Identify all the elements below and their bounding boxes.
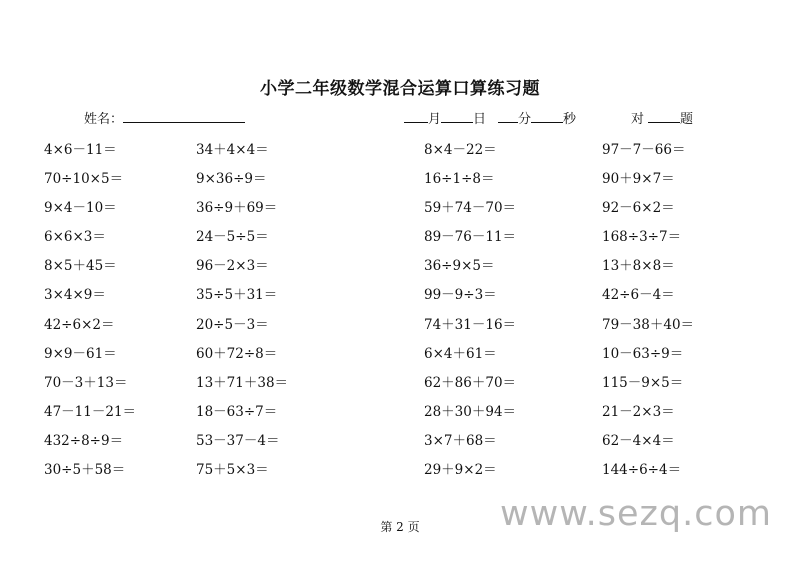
problem: 35÷5＋31＝ (196, 287, 278, 304)
page-suffix: 页 (407, 520, 420, 534)
problem: 4×6－11＝ (44, 142, 117, 158)
problem: 62－4×4＝ (602, 432, 675, 449)
watermark: www.sezq.com (500, 494, 773, 534)
problem-row (0, 283, 800, 312)
page-prefix: 第 (380, 520, 393, 534)
problem: 89－76－11＝ (424, 229, 517, 246)
problem: 28＋30＋94＝ (424, 403, 517, 420)
problem: 13＋8×8＝ (602, 258, 675, 275)
problem: 24－5÷5＝ (196, 229, 269, 246)
minute-label: 分 (518, 112, 532, 127)
second-blank[interactable] (531, 110, 563, 123)
problem: 18－63÷7＝ (196, 403, 278, 420)
problem: 97－7－66＝ (602, 142, 686, 158)
problem: 9×4－10＝ (44, 200, 117, 217)
time-field (404, 108, 576, 127)
problem: 30÷5＋58＝ (44, 462, 126, 479)
name-blank[interactable] (123, 110, 245, 123)
problem: 8×4－22＝ (424, 142, 497, 158)
second-label: 秒 (563, 112, 577, 127)
problem: 3×7＋68＝ (424, 432, 497, 449)
problem: 62＋86＋70＝ (424, 374, 517, 391)
problem: 20÷5－3＝ (196, 316, 269, 333)
problem: 10－63÷9＝ (602, 345, 684, 362)
problem: 21－2×3＝ (602, 403, 675, 420)
problem-row (0, 196, 800, 225)
problem-row (0, 225, 800, 254)
problem: 29＋9×2＝ (424, 462, 497, 479)
problem: 34＋4×4＝ (196, 142, 269, 158)
problem-row (0, 429, 800, 458)
problem: 74＋31－16＝ (424, 316, 517, 333)
problem-row (0, 458, 800, 487)
problem: 36÷9＋69＝ (196, 200, 278, 217)
problem: 99－9÷3＝ (424, 287, 497, 304)
problem: 47－11－21＝ (44, 403, 137, 420)
problem-grid (0, 138, 800, 487)
problem: 70÷10×5＝ (44, 171, 124, 188)
name-label: 姓名： (84, 112, 124, 127)
problem-row (0, 342, 800, 371)
problem: 42÷6×2＝ (44, 316, 115, 333)
problem: 9×36÷9＝ (196, 171, 267, 188)
problem: 36÷9×5＝ (424, 258, 495, 275)
problem: 96－2×3＝ (196, 258, 269, 275)
name-field (84, 108, 245, 127)
problem: 115－9×5＝ (602, 374, 684, 391)
problem-row (0, 400, 800, 429)
problem: 13＋71＋38＝ (196, 374, 289, 391)
day-label: 日 (473, 112, 487, 127)
minute-blank[interactable] (498, 110, 518, 123)
problem-row (0, 138, 800, 167)
problem: 432÷8÷9＝ (44, 432, 124, 449)
problem: 6×6×3＝ (44, 229, 106, 246)
problem: 59＋74－70＝ (424, 200, 517, 217)
problem: 8×5＋45＝ (44, 258, 117, 275)
score-field (631, 108, 693, 127)
problem-row (0, 313, 800, 342)
problem: 3×4×9＝ (44, 287, 106, 304)
problem: 144÷6÷4＝ (602, 462, 682, 479)
problem-row (0, 167, 800, 196)
problem: 60＋72÷8＝ (196, 345, 278, 362)
page-title: 小学二年级数学混合运算口算练习题 (260, 79, 540, 99)
problem: 92－6×2＝ (602, 200, 675, 217)
problem: 9×9－61＝ (44, 345, 117, 362)
problem-row (0, 254, 800, 283)
question-label: 题 (680, 112, 694, 127)
month-label: 月 (428, 112, 442, 127)
problem: 53－37－4＝ (196, 432, 280, 449)
problem: 16÷1÷8＝ (424, 171, 495, 188)
problem: 79－38＋40＝ (602, 316, 695, 333)
problem: 168÷3÷7＝ (602, 229, 682, 246)
problem: 42÷6－4＝ (602, 287, 675, 304)
problem: 6×4＋61＝ (424, 345, 497, 362)
correct-count-blank[interactable] (648, 110, 680, 123)
day-blank[interactable] (441, 110, 473, 123)
correct-label: 对 (631, 112, 645, 127)
problem: 70－3＋13＝ (44, 374, 128, 391)
problem-row (0, 371, 800, 400)
page-number-value: 2 (396, 520, 404, 534)
problem: 75＋5×3＝ (196, 462, 269, 479)
month-blank[interactable] (404, 110, 428, 123)
problem: 90＋9×7＝ (602, 171, 675, 188)
